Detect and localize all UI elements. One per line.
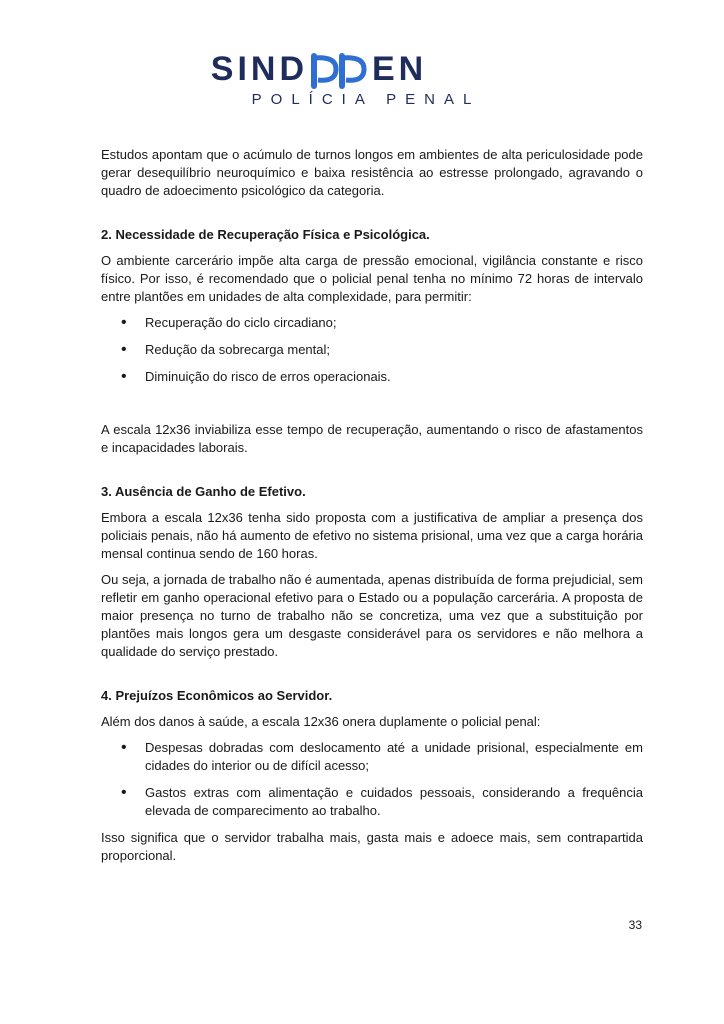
section-3-heading: 3. Ausência de Ganho de Efetivo.: [101, 484, 306, 499]
intro-paragraph: Estudos apontam que o acúmulo de turnos longos em ambientes de alta periculosidade pode gerar desequilíbrio neuroquímico e baixa resistência ao estresse prolongado, agravando o quadro de adoecimento psicológico da categoria.: [101, 147, 643, 198]
page-number: 33: [628, 918, 642, 932]
section-4-heading: 4. Prejuízos Econômicos ao Servidor.: [101, 688, 333, 703]
section-4-list: [101, 739, 643, 820]
logo-subtitle: POLÍCIA PENAL: [251, 91, 481, 108]
section-3-paragraph-1: Embora a escala 12x36 tenha sido proposta com a justificativa de ampliar a presença dos policiais penais, não há aumento de efetivo no sistema prisional, uma vez que a carga horária mensal continua sendo de 160 horas.: [101, 510, 643, 561]
logo-word-left: SIND: [210, 50, 308, 88]
list-item: • Redução da sobrecarga mental;: [101, 341, 643, 359]
list-item: • Diminuição do risco de erros operacionais.: [101, 368, 643, 386]
section-2-list: [101, 314, 643, 386]
section-2-heading: 2. Necessidade de Recuperação Física e Psicológica.: [101, 227, 430, 242]
document-body: [101, 146, 643, 865]
list-item: • Gastos extras com alimentação e cuidados pessoais, considerando a frequência elevada de comparecimento ao trabalho.: [101, 784, 643, 820]
list-item: • Despesas dobradas com deslocamento até a unidade prisional, especialmente em cidades do interior ou de difícil acesso;: [101, 739, 643, 775]
logo-word-right: EN: [372, 50, 428, 88]
logo-pp-mark: [314, 56, 364, 86]
section-2-closing: A escala 12x36 inviabiliza esse tempo de recuperação, aumentando o risco de afastamentos e incapacidades laborais.: [101, 422, 643, 455]
list-item: • Recuperação do ciclo circadiano;: [101, 314, 643, 332]
section-3-paragraph-2: Ou seja, a jornada de trabalho não é aumentada, apenas distribuída de forma prejudicial, sem refletir em ganho operacional efetivo para o Estado ou a população carcerária. A proposta de maior presença no turno de trabalho não se concretiza, uma vez que a substituição por plantões mais longos gera um desgaste considerável para os servidores e não melhora a qualidade do serviço prestado.: [101, 572, 644, 659]
section-4-closing: Isso significa que o servidor trabalha mais, gasta mais e adoece mais, sem contrapartida proporcional.: [101, 830, 643, 863]
sindppen-logo: [0, 50, 724, 110]
section-4-paragraph: Além dos danos à saúde, a escala 12x36 onera duplamente o policial penal:: [101, 714, 541, 729]
section-2-paragraph: O ambiente carcerário impõe alta carga de pressão emocional, vigilância constante e risco físico. Por isso, é recomendado que o policial penal tenha no mínimo 72 horas de intervalo entre plantões em unidades de alta complexidade, para permitir:: [101, 253, 643, 304]
